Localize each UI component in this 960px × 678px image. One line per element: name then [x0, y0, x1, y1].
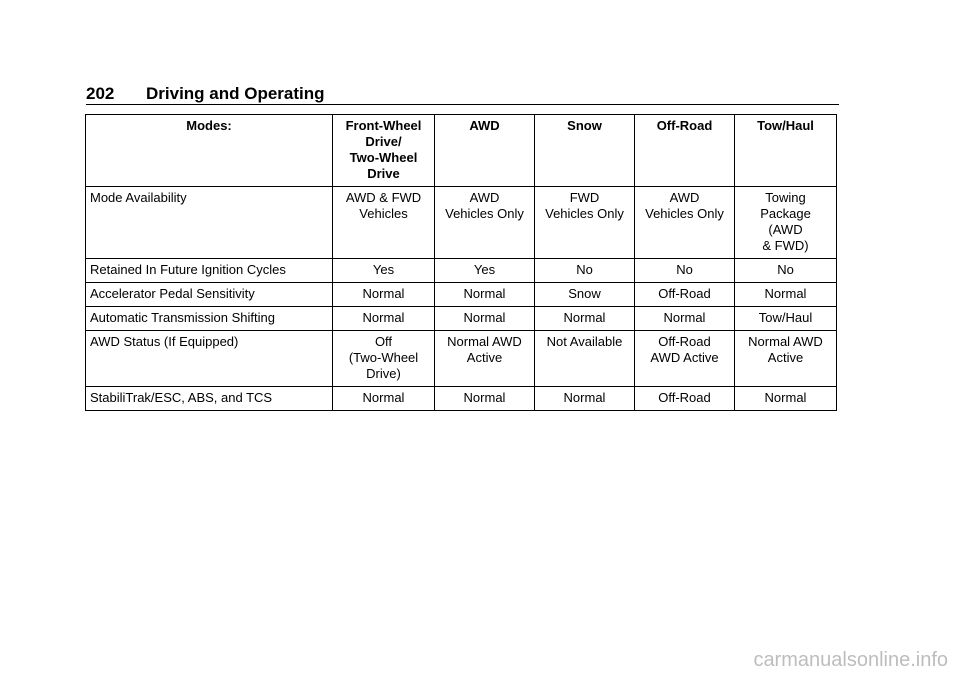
row-label: Automatic Transmission Shifting — [86, 307, 333, 331]
table-cell: Normal — [333, 307, 435, 331]
table-cell: Towing Package (AWD & FWD) — [735, 187, 837, 259]
table-cell: Tow/Haul — [735, 307, 837, 331]
section-title: Driving and Operating — [146, 84, 325, 103]
table-row — [86, 307, 837, 331]
table-cell: Normal AWD Active — [735, 331, 837, 387]
header-tow-haul: Tow/Haul — [735, 115, 837, 187]
table-cell: AWD Vehicles Only — [435, 187, 535, 259]
row-label: Mode Availability — [86, 187, 333, 259]
table-cell: AWD & FWD Vehicles — [333, 187, 435, 259]
table-cell: Normal AWD Active — [435, 331, 535, 387]
table-row — [86, 283, 837, 307]
table-cell: Normal — [435, 283, 535, 307]
table-cell: Normal — [535, 387, 635, 411]
table-cell: Normal — [635, 307, 735, 331]
table-cell: Normal — [333, 283, 435, 307]
header-rule — [86, 104, 839, 105]
table-cell: No — [735, 259, 837, 283]
table-cell: Snow — [535, 283, 635, 307]
row-label: AWD Status (If Equipped) — [86, 331, 333, 387]
table-cell: Off (Two-Wheel Drive) — [333, 331, 435, 387]
table-cell: FWD Vehicles Only — [535, 187, 635, 259]
table-cell: AWD Vehicles Only — [635, 187, 735, 259]
header-snow: Snow — [535, 115, 635, 187]
table-cell: Normal — [535, 307, 635, 331]
drive-modes-table — [85, 114, 837, 411]
table-cell: Not Available — [535, 331, 635, 387]
header-modes: Modes: — [86, 115, 333, 187]
row-label: Retained In Future Ignition Cycles — [86, 259, 333, 283]
table-cell: Off-Road AWD Active — [635, 331, 735, 387]
table-cell: Yes — [435, 259, 535, 283]
row-label: Accelerator Pedal Sensitivity — [86, 283, 333, 307]
table-cell: Off-Road — [635, 387, 735, 411]
table-cell: Normal — [435, 307, 535, 331]
table-cell: Normal — [735, 283, 837, 307]
table-row — [86, 387, 837, 411]
table-row — [86, 259, 837, 283]
table-row — [86, 331, 837, 387]
table-cell: Yes — [333, 259, 435, 283]
table-cell: Off-Road — [635, 283, 735, 307]
table-cell: Normal — [333, 387, 435, 411]
table-cell: Normal — [435, 387, 535, 411]
table-cell: No — [635, 259, 735, 283]
header-fwd: Front-Wheel Drive/ Two-Wheel Drive — [333, 115, 435, 187]
table-header-row — [86, 115, 837, 187]
table-cell: No — [535, 259, 635, 283]
header-off-road: Off-Road — [635, 115, 735, 187]
table-row — [86, 187, 837, 259]
watermark: carmanualsonline.info — [753, 649, 948, 671]
page-header — [86, 84, 839, 104]
table-cell: Normal — [735, 387, 837, 411]
header-awd: AWD — [435, 115, 535, 187]
page-number: 202 — [86, 84, 115, 103]
row-label: StabiliTrak/ESC, ABS, and TCS — [86, 387, 333, 411]
